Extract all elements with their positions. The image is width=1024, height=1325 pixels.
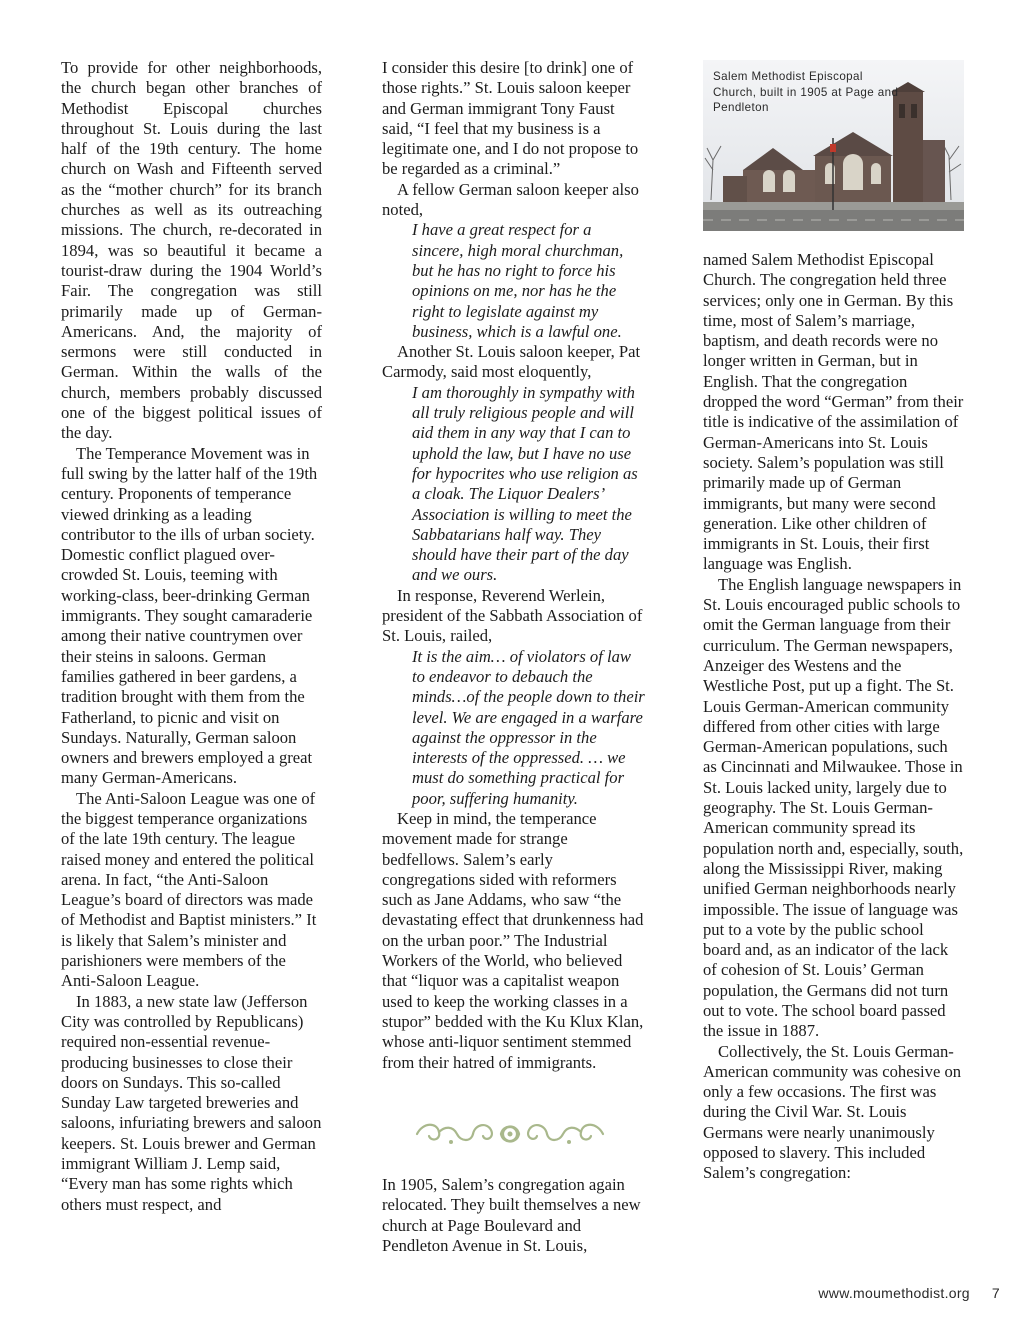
block-quote: I am thoroughly in sympathy with all truly religious people and will aid them in any way that I can to uphold the law, but I have no use for hypocrites who use religion as a cloak. The Liquor Dealers’ Association is willing to meet the Sabbatarians half way. They should have their part of the day and we ours. [412, 382, 638, 585]
column-1 [61, 58, 322, 1215]
ornamental-divider-icon [411, 1116, 609, 1152]
paragraph: Another St. Louis saloon keeper, Pat Carmody, said most eloquently, [382, 342, 641, 382]
paragraph: The Temperance Movement was in full swing by the latter half of the 19th century. Proponents of temperance viewed drinking as a leading contributor to the ills of urban society. Domestic conflict plagued over-crowded St. Louis, teeming with working-class, beer-drinking German immigrants. They sought camaraderie among their native countrymen over their steins in saloons. German families gathered in beer gardens, a tradition brought with them from the Fatherland, to picnic and visit on Sundays. Naturally, German saloon owners and brewers employed a great many German-Americans. [61, 443, 318, 788]
column-2 [382, 58, 645, 1073]
paragraph: In 1883, a new state law (Jefferson City was controlled by Republicans) required non-essential revenue-producing businesses to close their doors on Sundays. This so-called Sunday Law targeted breweries and saloons, infuriating brewers and saloon keepers. St. Louis brewer and German immigrant William J. Lemp said, “Every man has some rights which others must respect, and [61, 991, 322, 1214]
paragraph: To provide for other neighborhoods, the church began other branches of Methodist Episcopal churches throughout St. Louis during the last half of the 19th century. The home church on Wash and Fifteenth served as the “mother church” for its branch churches as well as its outreaching missions. The church, re-decorated in 1894, was so beautiful it became a tourist-draw during the 1904 World’s Fair. The congregation was still primarily made up of German-Americans. And, the majority of sermons were still conducted in German. Within the walls of the church, members probably discussed one of the biggest political issues of the day. [61, 58, 322, 443]
paragraph: The Anti-Saloon League was one of the biggest temperance organizations of the late 19th century. The league raised money and entered the political arena. In fact, “the Anti-Saloon League’s board of directors was made of Methodist and Baptist ministers.” It is likely that Salem’s minister and parishioners were members of the Anti-Saloon League. [61, 788, 317, 991]
photo-caption: Salem Methodist Episcopal Church, built in 1905 at Page and Pendleton [713, 70, 899, 114]
block-quote: It is the aim… of violators of law to endeavor to debauch the minds…of the people down to their level. We are engaged in a warfare against the oppressor in the interests of the oppressed. … we must do something practical for poor, suffering humanity. [412, 646, 645, 808]
paragraph: The English language newspapers in St. Louis encouraged public schools to omit the German language from their curriculum. The German newspapers, Anzeiger des Westens and the Westliche Post, put up a fight. The St. Louis German-American community differed from other cities with large German-American populations, such as Cincinnati and Milwaukee. Those in St. Louis lacked unity, largely due to geography. The St. Louis German-American community spread its population north and, especially, south, along the Mississippi River, making unified German neighborhoods nearly impossible. The issue of language was put to a vote by the public school board and, as an indicator of the lack of cohesion of St. Louis’ German population, the Germans did not turn out to vote. The school board passed the issue in 1887. [703, 574, 964, 1041]
paragraph: Keep in mind, the temperance movement made for strange bedfellows. Salem’s early congregations sided with reformers such as Jane Addams, who saw “the devastating effect that drunkenness had on the urban poor.” The Industrial Workers of the World, who believed that “liquor was a capitalist weapon used to keep the working classes in a stupor” bedded with the Ku Klux Klan, whose anti-liquor sentiment stemmed from their hatred of immigrants. [382, 808, 644, 1072]
paragraph: In response, Reverend Werlein, president of the Sabbath Association of St. Louis, railed, [382, 585, 643, 646]
column-2-continued [382, 1175, 645, 1256]
paragraph: I consider this desire [to drink] one of those rights.” St. Louis saloon keeper and German immigrant Tony Faust said, “I feel that my business is a legitimate one, and I do not propose to be regarded as a criminal.” [382, 58, 639, 179]
paragraph: named Salem Methodist Episcopal Church. The congregation held three services; only one in German. By this time, most of Salem’s marriage, baptism, and death records were no longer written in German, but in English. That the congregation dropped the word “German” from their title is indicative of the assimilation of German-Americans into St. Louis society. Salem’s population was still primarily made up of German immigrants, but many were second generation. Like other children of immigrants in St. Louis, their first language was English. [703, 250, 964, 574]
church-photo [703, 60, 964, 231]
paragraph: Collectively, the St. Louis German-American community was cohesive on only a few occasions. The first was during the Civil War. St. Louis Germans were nearly unanimously opposed to slavery. This included Salem’s congregation: [703, 1041, 962, 1183]
column-3 [703, 250, 965, 1184]
paragraph: A fellow German saloon keeper also noted, [382, 179, 639, 220]
page-number: 7 [991, 1285, 1000, 1301]
page-footer [818, 1285, 1000, 1301]
paragraph: In 1905, Salem’s congregation again relocated. They built themselves a new church at Page Boulevard and Pendleton Avenue in St. Louis, [382, 1175, 641, 1255]
website-url: www.moumethodist.org [818, 1285, 970, 1301]
block-quote: I have a great respect for a sincere, high moral churchman, but he has no right to force his opinions on me, nor has he the right to legislate against my business, which is a lawful one. [412, 220, 624, 341]
